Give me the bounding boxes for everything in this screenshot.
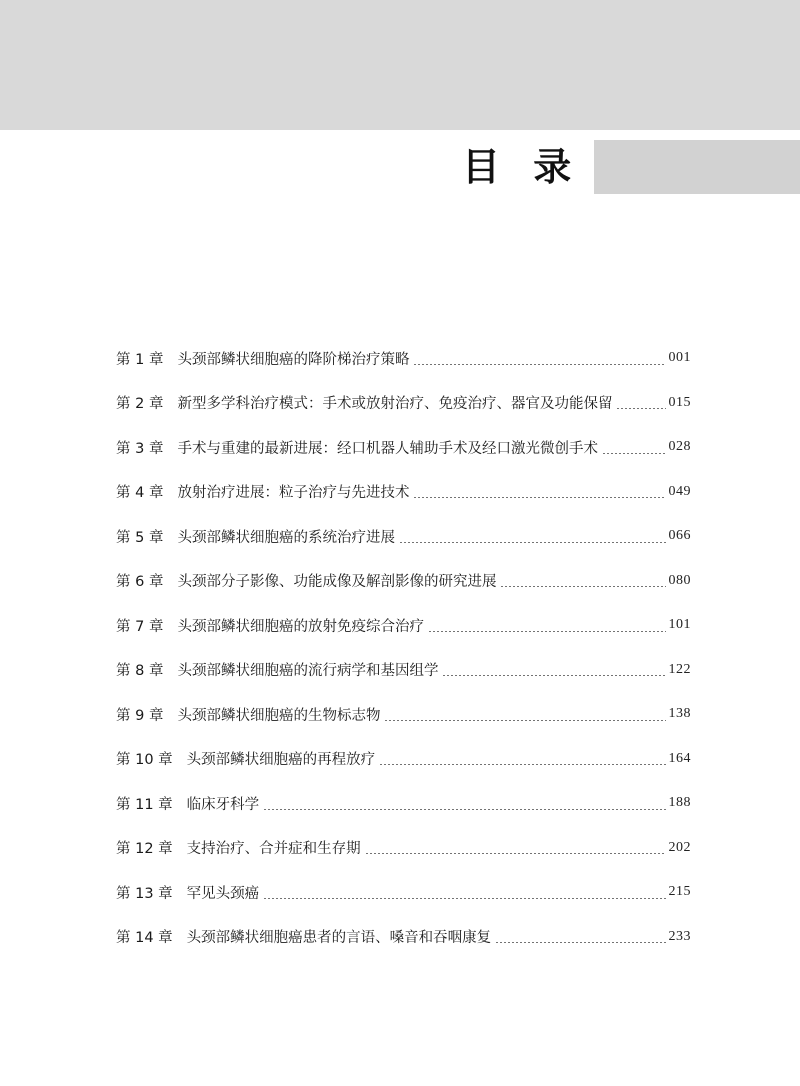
chapter-number: 第 7 章 [116, 618, 164, 635]
dot-leader [428, 631, 666, 632]
header-band [0, 0, 800, 130]
chapter-number: 第 13 章 [116, 885, 173, 902]
page-number: 215 [668, 884, 691, 900]
chapter-title: 新型多学科治疗模式：手术或放射治疗、免疫治疗、器官及功能保留 [177, 396, 613, 413]
dot-leader [399, 542, 666, 543]
chapter-number: 第 3 章 [116, 440, 164, 457]
chapter-title: 头颈部鳞状细胞癌的系统治疗进展 [177, 529, 395, 546]
chapter-number: 第 14 章 [116, 930, 173, 947]
page-number: 164 [668, 750, 691, 766]
dot-leader [384, 720, 665, 721]
chapter-title: 头颈部鳞状细胞癌患者的言语、嗓音和吞咽康复 [186, 930, 492, 947]
toc-entry[interactable] [116, 514, 691, 559]
chapter-number: 第 8 章 [116, 663, 164, 680]
page-number: 233 [668, 928, 691, 944]
toc-entry[interactable] [116, 336, 691, 381]
page-number: 066 [668, 528, 691, 544]
dot-leader [616, 408, 665, 409]
chapter-number: 第 4 章 [116, 485, 164, 502]
dot-leader [495, 942, 665, 943]
chapter-number: 第 5 章 [116, 529, 164, 546]
chapter-title: 头颈部鳞状细胞癌的降阶梯治疗策略 [177, 351, 410, 368]
chapter-title: 放射治疗进展：粒子治疗与先进技术 [177, 485, 410, 502]
dot-leader [263, 809, 665, 810]
chapter-title: 罕见头颈癌 [186, 885, 260, 902]
chapter-number: 第 10 章 [116, 752, 173, 769]
toc-entry[interactable] [116, 915, 691, 960]
chapter-title: 临床牙科学 [186, 796, 260, 813]
dot-leader [500, 586, 665, 587]
page-number: 101 [668, 617, 691, 633]
chapter-title: 支持治疗、合并症和生存期 [186, 841, 361, 858]
page-number: 049 [668, 483, 691, 499]
page-number: 138 [668, 706, 691, 722]
toc-entry[interactable] [116, 737, 691, 782]
toc-entry[interactable] [116, 381, 691, 426]
dot-leader [442, 675, 665, 676]
page-number: 001 [668, 350, 691, 366]
toc-entry[interactable] [116, 692, 691, 737]
toc-entry[interactable] [116, 781, 691, 826]
page-number: 188 [668, 795, 691, 811]
page-number: 202 [668, 839, 691, 855]
toc-entry[interactable] [116, 559, 691, 604]
dot-leader [379, 764, 665, 765]
table-of-contents [116, 336, 691, 959]
dot-leader [413, 364, 665, 365]
chapter-title: 手术与重建的最新进展：经口机器人辅助手术及经口激光微创手术 [177, 440, 598, 457]
toc-entry[interactable] [116, 648, 691, 693]
chapter-title: 头颈部分子影像、功能成像及解剖影像的研究进展 [177, 574, 497, 591]
page-title: 目 录 [462, 145, 582, 189]
page-number: 080 [668, 572, 691, 588]
chapter-number: 第 1 章 [116, 351, 164, 368]
chapter-number: 第 9 章 [116, 707, 164, 724]
toc-entry[interactable] [116, 870, 691, 915]
dot-leader [602, 453, 666, 454]
page-number: 015 [668, 394, 691, 410]
toc-entry[interactable] [116, 826, 691, 871]
page-number: 122 [668, 661, 691, 677]
dot-leader [263, 898, 665, 899]
title-accent-box [594, 140, 800, 194]
chapter-number: 第 2 章 [116, 396, 164, 413]
chapter-number: 第 6 章 [116, 574, 164, 591]
chapter-title: 头颈部鳞状细胞癌的生物标志物 [177, 707, 381, 724]
chapter-number: 第 11 章 [116, 796, 173, 813]
chapter-title: 头颈部鳞状细胞癌的放射免疫综合治疗 [177, 618, 424, 635]
dot-leader [413, 497, 665, 498]
dot-leader [365, 853, 666, 854]
page-number: 028 [668, 439, 691, 455]
toc-entry[interactable] [116, 470, 691, 515]
chapter-title: 头颈部鳞状细胞癌的再程放疗 [186, 752, 376, 769]
chapter-number: 第 12 章 [116, 841, 173, 858]
chapter-title: 头颈部鳞状细胞癌的流行病学和基因组学 [177, 663, 439, 680]
toc-entry[interactable] [116, 603, 691, 648]
toc-entry[interactable] [116, 425, 691, 470]
